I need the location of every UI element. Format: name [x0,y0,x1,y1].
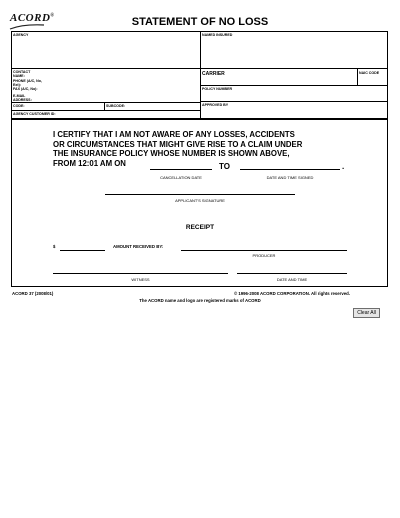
carrier-label: CARRIER [202,71,225,77]
code-row-line [11,110,200,111]
dollar-sign: $ [53,244,56,249]
date-and-time-caption: DATE AND TIME [276,277,308,282]
header-divider [200,31,201,119]
phone-label: PHONE (A/C, No, Ext): [13,79,42,87]
copyright-text: © 1996-2008 ACORD CORPORATION. All rights reserved. [234,291,350,296]
to-text: TO [219,162,230,171]
form-id: ACORD 37 (2008/01) [12,291,54,296]
approved-by-label: APPROVED BY [202,103,229,107]
logo-text: ACORD [10,12,51,24]
witness-caption: WITNESS [131,277,150,282]
cert-line-3: THE INSURANCE POLICY WHOSE NUMBER IS SHOWN ABOVE, [53,149,290,159]
naic-divider [357,68,358,85]
agency-customer-id-label: AGENCY CUSTOMER ID: [13,112,56,116]
date-and-time-field[interactable] [237,273,347,274]
policy-row-line [200,101,388,102]
amount-received-by-label: AMOUNT RECEIVED BY: [113,244,164,249]
fax-label: FAX (A/C, No): [13,87,38,91]
certification-text [53,130,353,168]
cancellation-date-field[interactable] [150,169,212,170]
date-time-signed-caption: DATE AND TIME SIGNED [266,175,314,180]
email-row-line [11,102,200,103]
agency-label: AGENCY [13,33,29,37]
cancellation-date-caption: CANCELLATION DATE [160,175,202,180]
header-row-line [11,68,388,69]
code-divider [104,102,105,110]
named-insured-label: NAMED INSURED [202,33,233,37]
clear-all-button[interactable]: Clear All [353,308,380,318]
receipt-title: RECEIPT [185,224,215,231]
period-text: . [342,162,345,171]
logo-registered-mark: ® [50,13,55,19]
policy-number-label: POLICY NUMBER [202,87,233,91]
form-title: STATEMENT OF NO LOSS [131,16,269,28]
amount-field[interactable] [60,250,105,251]
producer-field[interactable] [181,250,347,251]
cert-line-1: I CERTIFY THAT I AM NOT AWARE OF ANY LOSSES, ACCIDENTS [53,130,295,139]
applicant-signature-caption: APPLICANT'S SIGNATURE [175,198,225,203]
applicant-signature-field[interactable] [105,194,295,195]
witness-field[interactable] [53,273,228,274]
carrier-row-line [200,85,388,86]
contact-name-label: CONTACT NAME: [13,70,31,78]
subcode-label: SUBCODE: [106,104,126,108]
email-label: E-MAIL ADDRESS: [13,94,32,102]
producer-caption: PRODUCER [252,253,276,258]
code-label: CODE: [13,104,25,108]
date-time-signed-field[interactable] [240,169,340,170]
cert-line-2: OR CIRCUMSTANCES THAT MIGHT GIVE RISE TO A CLAIM UNDER [53,139,303,149]
trademark-text: The ACORD name and logo are registered marks of ACORD [139,298,261,303]
cert-line-4: FROM 12:01 AM ON [53,158,126,168]
naic-code-label: NAIC CODE [359,71,380,75]
